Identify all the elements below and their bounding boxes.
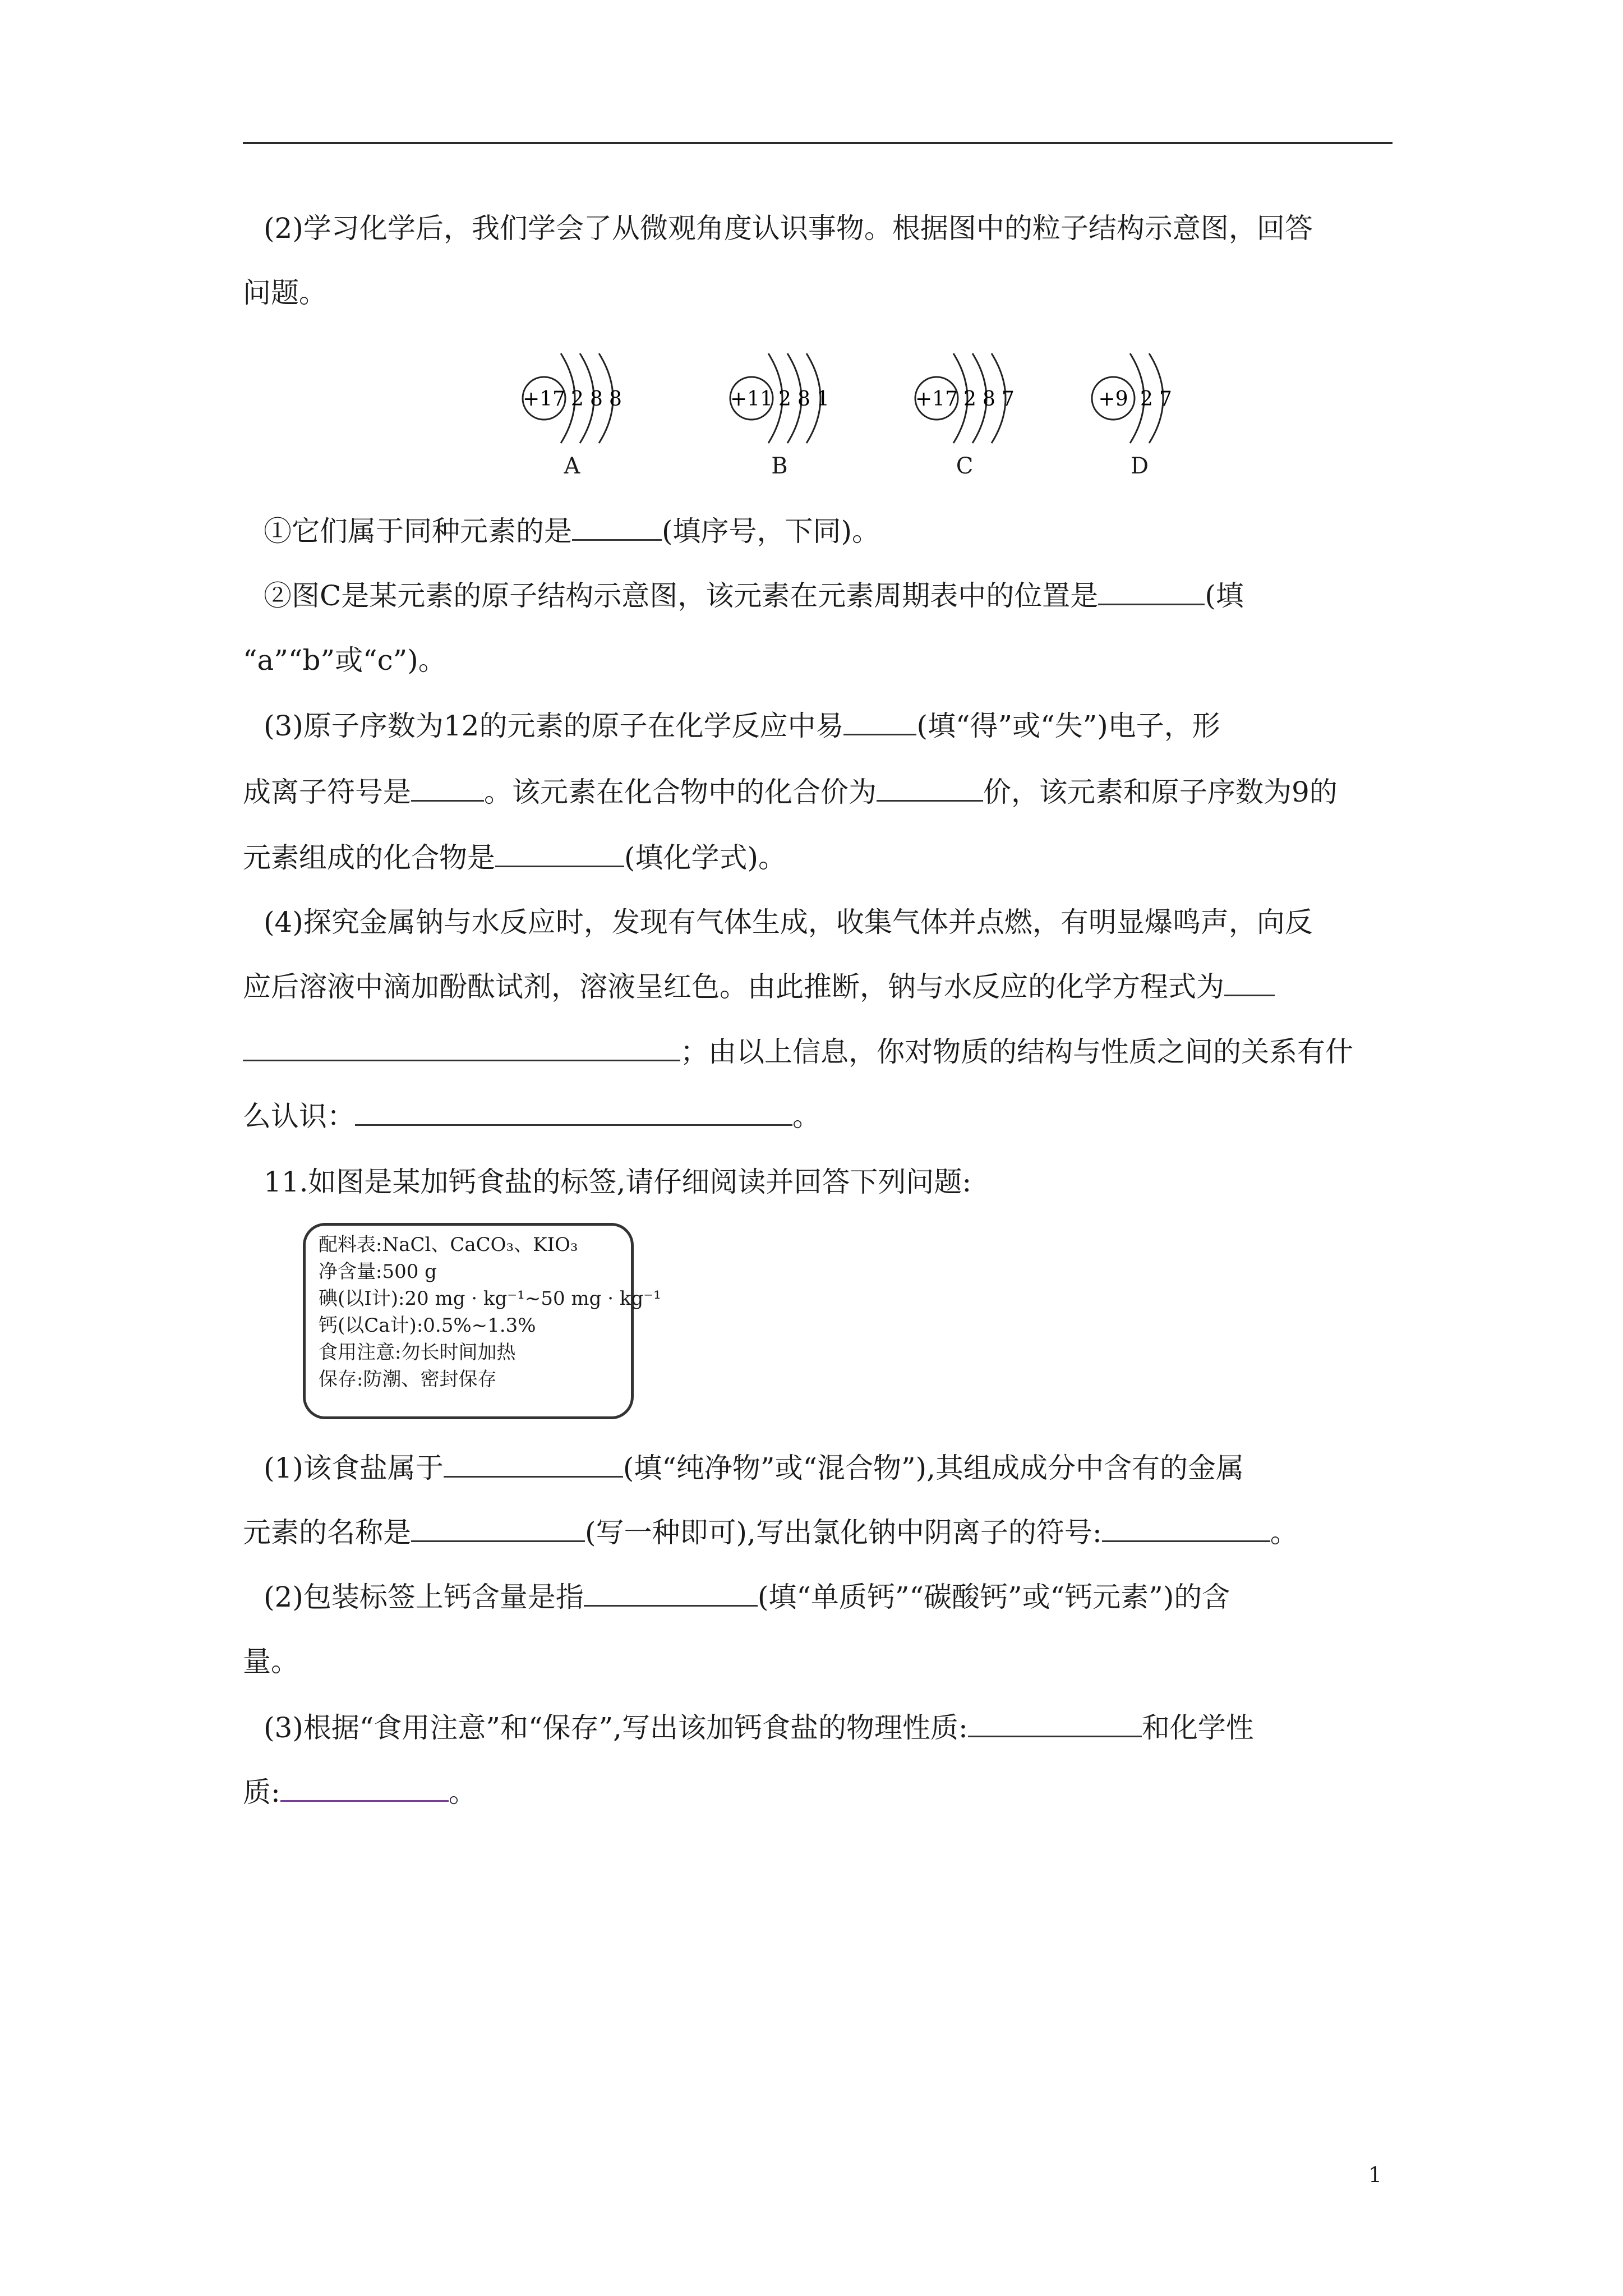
atom-label-c: C xyxy=(956,453,974,479)
q11-p3-b: 和化学性 xyxy=(1141,1711,1254,1744)
atom-diagram-a xyxy=(523,353,622,443)
q11-p1-b: (填“纯净物”或“混合物”),其组成成分中含有的金属 xyxy=(623,1452,1244,1484)
shell-electron-count: 2 xyxy=(778,388,791,411)
q10-part2-line2: 问题。 xyxy=(243,277,327,309)
shell-electron-count: 2 xyxy=(1140,388,1153,411)
q11-p2-a: (2)包装标签上钙含量是指 xyxy=(264,1581,584,1613)
label-line-net-weight: 净含量:500 g xyxy=(319,1260,437,1283)
atom-label-d: D xyxy=(1130,453,1149,479)
shell-electron-count: 2 xyxy=(571,388,584,411)
shell-electron-count: 1 xyxy=(817,388,829,411)
q11-p3-d: 。 xyxy=(448,1776,477,1809)
q10-part3-line2 xyxy=(243,774,1393,810)
q10-part3-f: 元素组成的化合物是 xyxy=(243,841,495,874)
nucleus-charge: +11 xyxy=(730,388,773,411)
atom-diagram-c xyxy=(915,353,1015,443)
answer-blank[interactable] xyxy=(843,708,916,735)
header-rule xyxy=(243,142,1393,144)
q10-part2-line1: (2)学习化学后，我们学会了从微观角度认识事物。根据图中的粒子结构示意图，回答 xyxy=(264,212,1313,245)
q11-p3-a: (3)根据“食用注意”和“保存”,写出该加钙食盐的物理性质: xyxy=(264,1711,968,1744)
answer-blank[interactable] xyxy=(584,1580,758,1607)
q10-part4-line3-text: ；由以上信息，你对物质的结构与性质之间的关系有什 xyxy=(680,1036,1353,1068)
q11-intro: 11.如图是某加钙食盐的标签,请仔细阅读并回答下列问题: xyxy=(264,1166,972,1198)
answer-blank[interactable] xyxy=(1102,1515,1270,1542)
q10-sub1-text: ①它们属于同种元素的是 xyxy=(264,515,572,547)
answer-blank[interactable] xyxy=(572,514,662,541)
shell-electron-count: 8 xyxy=(590,388,603,411)
q11-p1-c: 元素的名称是 xyxy=(243,1516,411,1549)
q10-part4-line1: (4)探究金属钠与水反应时，发现有气体生成，收集气体并点燃，有明显爆鸣声，向反 xyxy=(264,906,1313,938)
answer-blank[interactable] xyxy=(411,1515,585,1542)
q11-p3-line2 xyxy=(243,1774,1393,1810)
q11-p2-line2: 量。 xyxy=(243,1645,299,1678)
q10-part3-g: (填化学式)。 xyxy=(624,841,787,874)
q10-part3-b: (填“得”或“失”)电子，形 xyxy=(916,710,1220,742)
q11-p1-d: (写一种即可),写出氯化钠中阴离子的符号: xyxy=(585,1516,1102,1549)
q11-p3-line1 xyxy=(264,1710,1413,1746)
q10-part4-line4 xyxy=(243,1098,1393,1134)
nucleus-charge: +17 xyxy=(523,388,565,411)
q11-p3-c: 质: xyxy=(243,1776,280,1809)
shell-electron-count: 8 xyxy=(797,388,810,411)
answer-blank[interactable] xyxy=(877,775,983,802)
q11-p1-line2 xyxy=(243,1515,1393,1550)
q10-part3-d: 。该元素在化合物中的化合价为 xyxy=(484,776,877,808)
label-line-storage: 保存:防潮、密封保存 xyxy=(319,1368,497,1391)
q10-part4-line3 xyxy=(243,1034,1393,1070)
q10-part3-line3 xyxy=(243,840,1393,876)
q10-part4-line4-text: 么认识： xyxy=(243,1100,355,1133)
answer-blank[interactable] xyxy=(495,840,624,867)
q10-sub2-line1 xyxy=(264,578,1413,614)
shell-electron-count: 7 xyxy=(1159,388,1172,411)
q10-sub1 xyxy=(264,513,1413,549)
label-line-ingredients: 配料表:NaCl、CaCO₃、KIO₃ xyxy=(319,1234,578,1256)
answer-blank[interactable] xyxy=(1098,578,1205,605)
atom-diagram-b xyxy=(730,353,829,443)
q10-part4-line2 xyxy=(243,969,1393,1005)
q10-part3-c: 成离子符号是 xyxy=(243,776,411,808)
q10-part4-line4-end: 。 xyxy=(792,1100,820,1133)
shell-electron-count: 8 xyxy=(609,388,622,411)
answer-blank[interactable] xyxy=(411,775,484,802)
q11-p2-b: (填“单质钙”“碳酸钙”或“钙元素”)的含 xyxy=(757,1581,1230,1613)
nucleus-charge: +17 xyxy=(915,388,958,411)
atom-diagram-d xyxy=(1092,353,1172,443)
answer-blank[interactable] xyxy=(243,1034,680,1061)
q11-p2-line1 xyxy=(264,1579,1413,1615)
atom-structure-diagrams xyxy=(505,337,1206,449)
q10-sub2-line2: “a”“b”或“c”)。 xyxy=(243,644,446,677)
answer-blank[interactable] xyxy=(280,1775,449,1802)
q10-part3-e: 价，该元素和原子序数为9的 xyxy=(983,776,1338,808)
label-line-usage-note: 食用注意:勿长时间加热 xyxy=(319,1341,516,1364)
label-line-iodine: 碘(以I计):20 mg · kg⁻¹~50 mg · kg⁻¹ xyxy=(319,1287,661,1310)
page-number: 1 xyxy=(1368,2162,1382,2187)
shell-electron-count: 8 xyxy=(983,388,995,411)
answer-blank[interactable] xyxy=(444,1451,623,1478)
nucleus-charge: +9 xyxy=(1098,388,1128,411)
q10-part3-line1 xyxy=(264,708,1413,744)
q11-p1-e: 。 xyxy=(1270,1516,1298,1549)
answer-blank[interactable] xyxy=(968,1710,1142,1737)
q11-p1-line1 xyxy=(264,1450,1413,1486)
shell-electron-count: 2 xyxy=(963,388,976,411)
q10-sub2-after: (填 xyxy=(1205,579,1244,612)
q11-p1-a: (1)该食盐属于 xyxy=(264,1452,444,1484)
q10-sub1-after: (填序号，下同)。 xyxy=(662,515,880,547)
atom-label-a: A xyxy=(564,453,580,479)
label-line-calcium: 钙(以Ca计):0.5%~1.3% xyxy=(319,1314,536,1337)
shell-electron-count: 7 xyxy=(1002,388,1015,411)
q10-part3-a: (3)原子序数为12的元素的原子在化学反应中易 xyxy=(264,710,844,742)
q10-sub2-text: ②图C是某元素的原子结构示意图，该元素在元素周期表中的位置是 xyxy=(264,579,1099,612)
q10-part4-line2-text: 应后溶液中滴加酚酞试剂，溶液呈红色。由此推断，钠与水反应的化学方程式为 xyxy=(243,970,1224,1003)
answer-blank[interactable] xyxy=(355,1099,792,1126)
answer-blank[interactable] xyxy=(1224,969,1275,996)
atom-label-b: B xyxy=(771,453,788,479)
